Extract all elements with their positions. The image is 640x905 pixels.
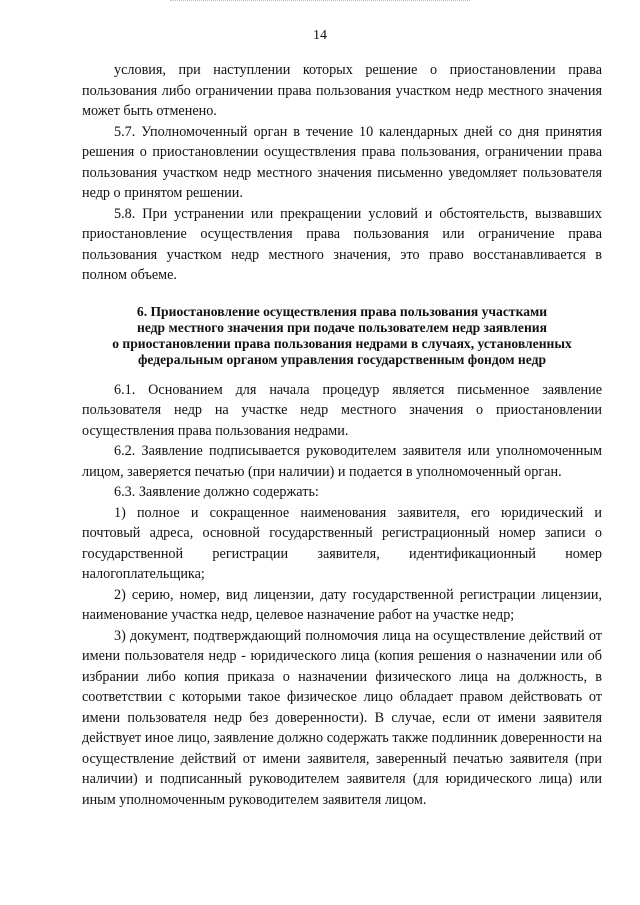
page-number: 14 xyxy=(313,28,327,43)
paragraph-5-7: 5.7. Уполномоченный орган в течение 10 календарных дней со дня принятия решения о приостановлении осуществления права пользования, ограничении права пользования участком недр местного значения письменно уведомляет пользователя недр о принятом решении. xyxy=(82,123,602,201)
paragraph-6-2: 6.2. Заявление подписывается руководителем заявителя или уполномоченным лицом, заверяется печатью (при наличии) и подается в уполномоченный орган. xyxy=(82,443,602,480)
paragraph-5-8: 5.8. При устранении или прекращении условий и обстоятельств, вызвавших приостановление осуществления права пользования или ограничение права пользования участком недр местного значения, это право восстанавливается в полном объеме. xyxy=(82,205,602,283)
scan-edge-mark xyxy=(170,0,470,4)
document-body xyxy=(82,60,602,810)
section-6-heading xyxy=(82,304,602,368)
heading-line: недр местного значения при подаче пользователем недр заявления xyxy=(136,319,547,335)
list-item-3: 3) документ, подтверждающий полномочия лица на осуществление действий от имени пользователя недр - юридического лица (копия решения о назначении или об избрании либо копия приказа о назначении физического лица на должность, в соответствии с которыми такое физическое лицо обладает правом действовать от имени пользователя недр без доверенности). В случае, если от имени заявителя действует иное лицо, заявление должно содержать также подлинник доверенности на осуществление действий от имени заявителя, заверенный печатью заявителя (при наличии) и подписанный руководителем заявителя (для юридического лица) или иным уполномоченным руководителем заявителя лицом. xyxy=(82,627,602,808)
list-item-2: 2) серию, номер, вид лицензии, дату государственной регистрации лицензии, наименование участка недр, целевое назначение работ на участке недр; xyxy=(82,586,602,623)
heading-line: о приостановлении права пользования недрами в случаях, установленных xyxy=(112,335,572,351)
paragraph-6-3: 6.3. Заявление должно содержать: xyxy=(114,484,319,500)
heading-line: 6. Приостановление осуществления права пользования участками xyxy=(136,303,548,319)
paragraph-6-1: 6.1. Основанием для начала процедур является письменное заявление пользователя недр на участке недр местного значения о приостановлении осуществления права пользования недрами. xyxy=(82,381,602,439)
heading-line: федеральным органом управления государственным фондом недр xyxy=(137,351,547,367)
paragraph-continuation: условия, при наступлении которых решение о приостановлении права пользования либо ограничении права пользования участком недр местного значения может быть отменено. xyxy=(82,62,602,119)
list-item-1: 1) полное и сокращенное наименования заявителя, его юридический и почтовый адреса, основной государственный регистрационный номер записи о государственной регистрации заявителя, идентификационный номер налогоплательщика; xyxy=(82,504,602,582)
